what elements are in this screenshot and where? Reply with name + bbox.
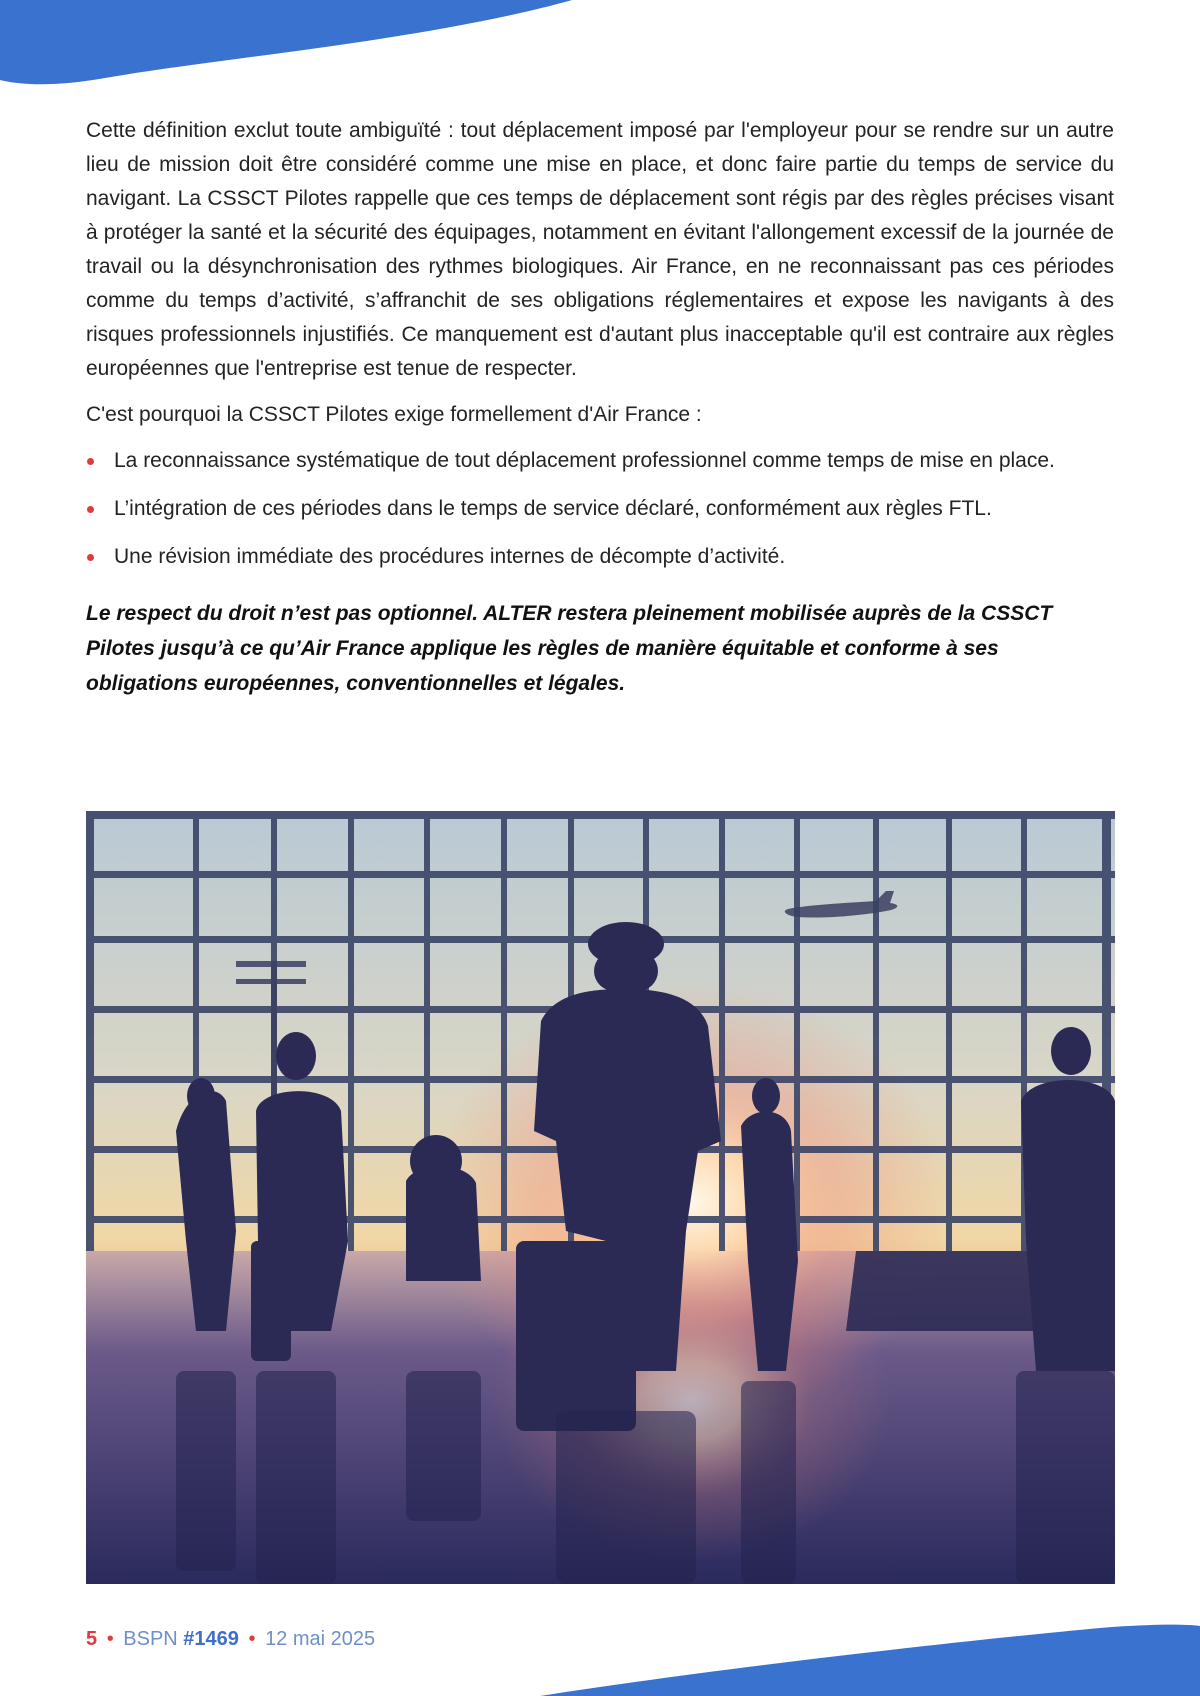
requirements-intro: C'est pourquoi la CSSCT Pilotes exige formellement d'Air France : bbox=[86, 403, 702, 426]
requirements-list bbox=[86, 444, 1114, 574]
conclusion-statement: Le respect du droit n’est pas optionnel. ALTER restera pleinement mobilisée auprès de la CSSCT Pilotes jusqu’à ce qu’Air France applique les règles de manière équitable et conforme à ses obligations européennes, conventionnelles et légales. bbox=[86, 602, 1053, 695]
list-item-text: Une révision immédiate des procédures internes de décompte d’activité. bbox=[114, 545, 786, 568]
list-item bbox=[86, 444, 1114, 478]
airport-terminal-photo bbox=[86, 811, 1115, 1584]
bullet-dot-icon bbox=[87, 506, 94, 513]
footer-separator: • bbox=[106, 1628, 114, 1650]
issue-number: #1469 bbox=[183, 1628, 239, 1650]
article-body bbox=[86, 114, 1114, 701]
bottom-corner-wave bbox=[540, 1616, 1200, 1696]
list-item-text: L’intégration de ces périodes dans le temps de service déclaré, conformément aux règles FTL. bbox=[114, 497, 992, 520]
body-paragraph: Cette définition exclut toute ambiguïté : tout déplacement imposé par l'employeur pour se rendre sur un autre lieu de mission doit être considéré comme une mise en place, et donc faire partie du temps de service du navigant. La CSSCT Pilotes rappelle que ces temps de déplacement sont régis par des règles précises visant à protéger la santé et la sécurité des équipages, notamment en évitant l'allongement excessif de la journée de travail ou la désynchronisation des rythmes biologiques. Air France, en ne reconnaissant pas ces périodes comme du temps d’activité, s’affranchit de ses obligations réglementaires et expose les navigants à des risques professionnels injustifiés. Ce manquement est d'autant plus inacceptable qu'il est contraire aux règles européennes que l'entreprise est tenue de respecter. bbox=[86, 119, 1114, 380]
page-footer bbox=[86, 1626, 375, 1652]
bullet-dot-icon bbox=[87, 554, 94, 561]
list-item bbox=[86, 492, 1114, 526]
list-item bbox=[86, 540, 1114, 574]
publication-date: 12 mai 2025 bbox=[265, 1628, 376, 1650]
list-item-text: La reconnaissance systématique de tout déplacement professionnel comme temps de mise en place. bbox=[114, 449, 1055, 472]
bullet-dot-icon bbox=[87, 458, 94, 465]
page-number: 5 bbox=[86, 1628, 98, 1650]
footer-separator: • bbox=[248, 1628, 256, 1650]
top-corner-wave bbox=[0, 0, 600, 90]
publication-name: BSPN bbox=[123, 1628, 178, 1650]
